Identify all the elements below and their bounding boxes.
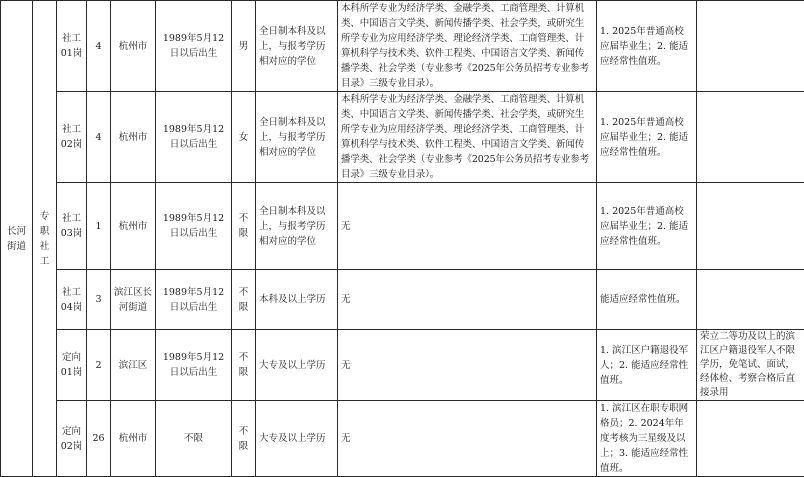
post-cell: 定向02岗	[57, 401, 87, 477]
major-cell: 无	[338, 401, 597, 477]
table-row	[1, 92, 804, 183]
remark-cell	[697, 183, 804, 270]
remark-cell	[697, 92, 804, 183]
age-cell: 1989年5月12日以后出生	[156, 1, 232, 92]
remark-cell: 荣立二等功及以上的滨江区户籍退役军人不限学历，免笔试、面试，经体检、考察合格后直接录用	[697, 330, 804, 401]
gender-cell: 不限	[232, 401, 256, 477]
gender-cell: 不限	[232, 270, 256, 330]
table-row	[1, 401, 804, 477]
education-cell: 本科及以上学历	[256, 270, 338, 330]
other-requirements-cell: 能适应经常性值班。	[597, 270, 697, 330]
major-cell: 本科所学专业为经济学类、金融学类、工商管理类、计算机类、中国语言文学类、新闻传播学类、社会学类，或研究生所学专业为应用经济学类、理论经济学类、工商管理类、计算机科学与技术类、软件工程类、中国语言文学类、新闻传播学类、社会学类（专业参考《2025年公务员招考专业参考目录》三级专业目录）。	[338, 92, 597, 183]
education-cell: 大专及以上学历	[256, 401, 338, 477]
count-cell: 1	[87, 183, 111, 270]
major-cell: 无	[338, 183, 597, 270]
age-cell: 1989年5月12日以后出生	[156, 92, 232, 183]
age-cell: 1989年5月12日以后出生	[156, 270, 232, 330]
major-cell: 本科所学专业为经济学类、金融学类、工商管理类、计算机类、中国语言文学类、新闻传播学类、社会学类，或研究生所学专业为应用经济学类、理论经济学类、工商管理类、计算机科学与技术类、软件工程类、中国语言文学类、新闻传播学类、社会学类（专业参考《2025年公务员招考专业参考目录》三级专业目录）。	[338, 1, 597, 92]
education-cell: 全日制本科及以上，与报考学历相对应的学位	[256, 183, 338, 270]
count-cell: 2	[87, 330, 111, 401]
other-requirements-cell: 1. 2025年普通高校应届毕业生；2. 能适应经常性值班。	[597, 1, 697, 92]
table-row	[1, 183, 804, 270]
origin-cell: 滨江区长河街道	[111, 270, 156, 330]
table-row	[1, 1, 804, 92]
age-cell: 1989年5月12日以后出生	[156, 330, 232, 401]
origin-cell: 滨江区	[111, 330, 156, 401]
remark-cell	[697, 1, 804, 92]
gender-cell: 女	[232, 92, 256, 183]
count-cell: 4	[87, 92, 111, 183]
post-cell: 定向01岗	[57, 330, 87, 401]
post-cell: 社工03岗	[57, 183, 87, 270]
gender-cell: 男	[232, 1, 256, 92]
table-row	[1, 270, 804, 330]
other-requirements-cell: 1. 2025年普通高校应届毕业生；2. 能适应经常性值班。	[597, 183, 697, 270]
post-cell: 社工01岗	[57, 1, 87, 92]
age-cell: 不限	[156, 401, 232, 477]
count-cell: 26	[87, 401, 111, 477]
major-cell: 无	[338, 270, 597, 330]
education-cell: 全日制本科及以上，与报考学历相对应的学位	[256, 92, 338, 183]
gender-cell: 不限	[232, 183, 256, 270]
remark-cell	[697, 401, 804, 477]
other-requirements-cell: 1. 滨江区在职专职网格员；2. 2024年年度考核为三星级及以上；3. 能适应经常性值班。	[597, 401, 697, 477]
other-requirements-cell: 1. 2025年普通高校应届毕业生；2. 能适应经常性值班。	[597, 92, 697, 183]
post-cell: 社工02岗	[57, 92, 87, 183]
origin-cell: 杭州市	[111, 92, 156, 183]
remark-cell	[697, 270, 804, 330]
street-cell: 长河街道	[1, 1, 33, 477]
education-cell: 全日制本科及以上，与报考学历相对应的学位	[256, 1, 338, 92]
category-cell: 专职社工	[33, 1, 57, 477]
major-cell: 无	[338, 330, 597, 401]
count-cell: 4	[87, 1, 111, 92]
table-row	[1, 330, 804, 401]
age-cell: 1989年5月12日以后出生	[156, 183, 232, 270]
other-requirements-cell: 1. 滨江区户籍退役军人；2. 能适应经常性值班。	[597, 330, 697, 401]
post-cell: 社工04岗	[57, 270, 87, 330]
count-cell: 3	[87, 270, 111, 330]
origin-cell: 杭州市	[111, 183, 156, 270]
gender-cell: 不限	[232, 330, 256, 401]
education-cell: 大专及以上学历	[256, 330, 338, 401]
origin-cell: 杭州市	[111, 1, 156, 92]
origin-cell: 杭州市	[111, 401, 156, 477]
